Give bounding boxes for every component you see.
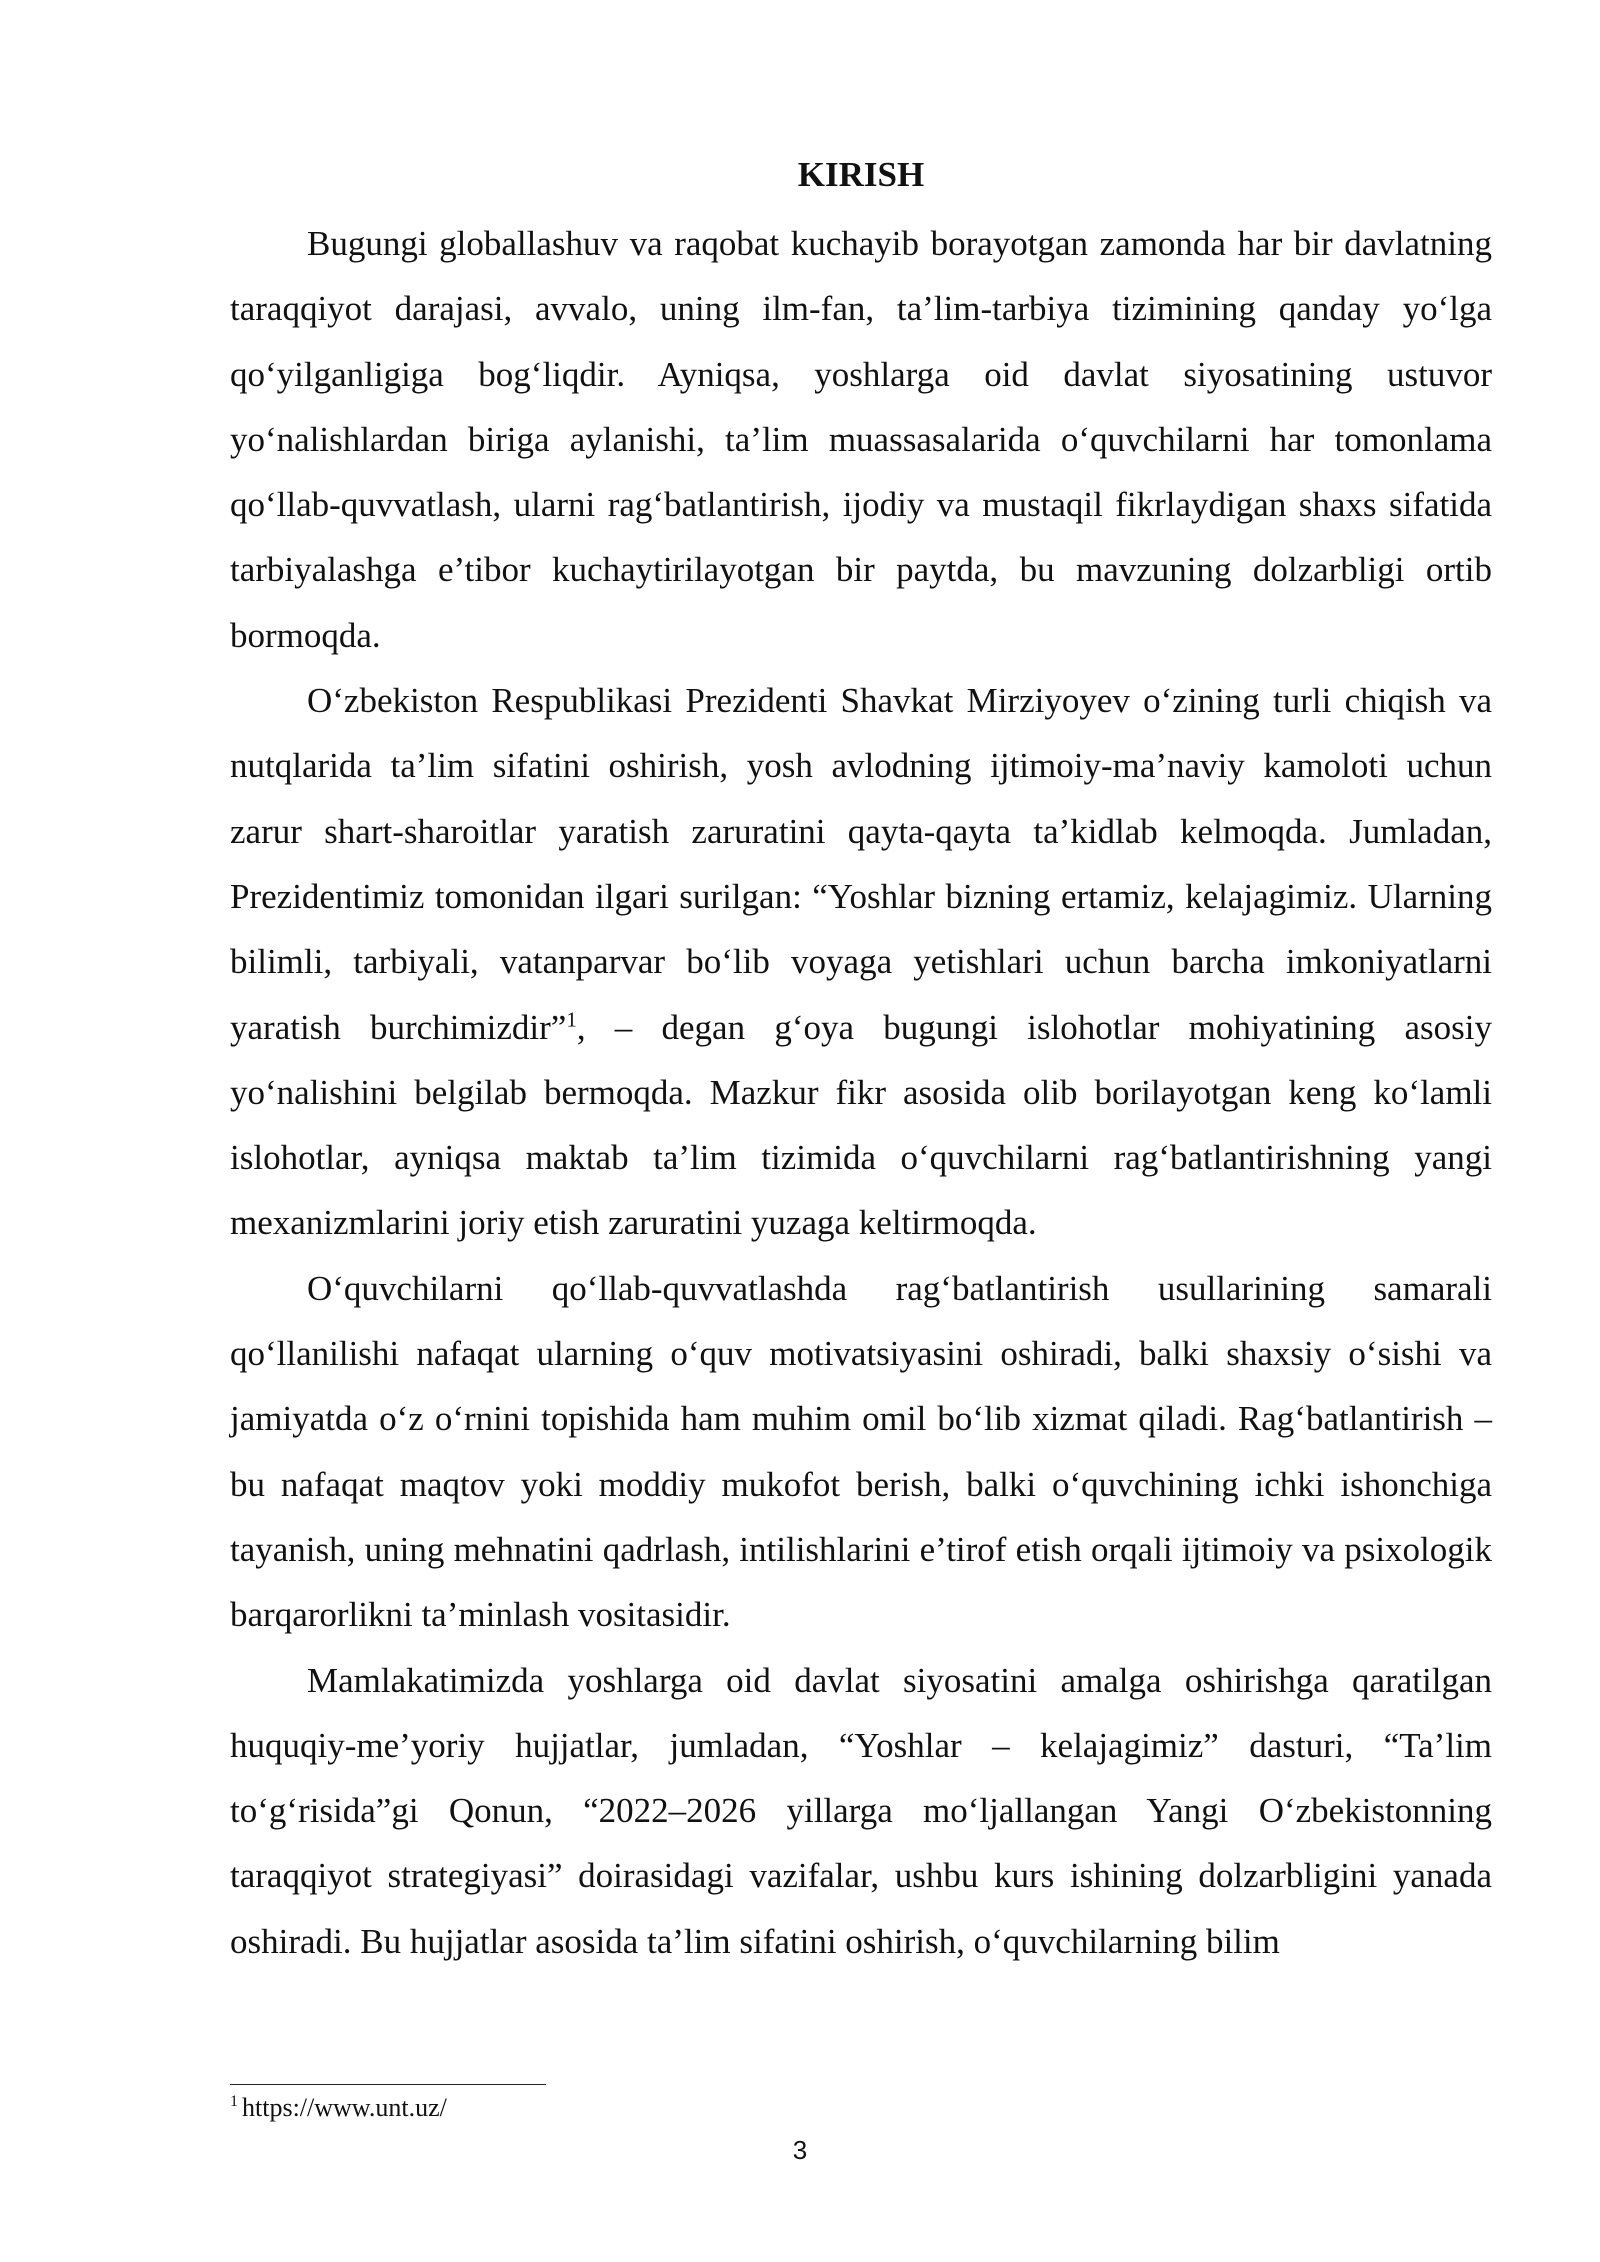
paragraph-2 [230,668,1492,1256]
paragraph-2-text-after: , – degan g‘oya bugungi islohotlar mohiyatining asosiy yo‘nalishini belgilab bermoqda. Mazkur fikr asosida olib borilayotgan keng ko‘lamli islohotlar, ayniqsa maktab ta’lim tizimida o‘quvchilarni rag‘batlantirishning yangi mexanizmlarini joriy etish zaruratini yuzaga keltirmoqda. [230,1007,1492,1243]
document-body [230,145,1492,1974]
page-number: 3 [792,2135,808,2165]
footnote-separator [230,2084,546,2085]
paragraph-2-text-before: O‘zbekiston Respublikasi Prezidenti Shavkat Mirziyoyev o‘zining turli chiqish va nutqlarida ta’lim sifatini oshirish, yosh avlodning ijtimoiy-ma’naviy kamoloti uchun zarur shart-sharoitlar yaratish zaruratini qayta-qayta ta’kidlab kelmoqda. Jumladan, Prezidentimiz tomonidan ilgari surilgan: “Yoshlar bizning ertamiz, kelajagimiz. Ularning bilimli, tarbiyali, vatanparvar bo‘lib voyaga yetishlari uchun barcha imkoniyatlarni yaratish burchimizdir” [230,681,1492,1047]
paragraph-3: O‘quvchilarni qo‘llab-quvvatlashda rag‘batlantirish usullarining samarali qo‘llanilishi nafaqat ularning o‘quv motivatsiyasini oshiradi, balki shaxsiy o‘sishi va jamiyatda o‘z o‘rnini topishida ham muhim omil bo‘lib xizmat qiladi. Rag‘batlantirish – bu nafaqat maqtov yoki moddiy mukofot berish, balki o‘quvchining ichki ishonchiga tayanish, uning mehnatini qadrlash, intilishlarini e’tirof etish orqali ijtimoiy va psixologik barqarorlikni ta’minlash vositasidir. [230,1268,1492,1635]
paragraph-4: Mamlakatimizda yoshlarga oid davlat siyosatini amalga oshirishga qaratilgan huquqiy-me’yoriy hujjatlar, jumladan, “Yoshlar – kelajagimiz” dasturi, “Ta’lim to‘g‘risida”gi Qonun, “2022–2026 yillarga mo‘ljallangan Yangi O‘zbekistonning taraqqiyot strategiyasi” doirasidagi vazifalar, ushbu kurs ishining dolzarbligini yanada oshiradi. Bu hujjatlar asosida ta’lim sifatini oshirish, o‘quvchilarning bilim [230,1660,1492,1961]
footnote [230,2091,447,2125]
footnote-number: 1 [230,2093,238,2111]
paragraph-1: Bugungi globallashuv va raqobat kuchayib borayotgan zamonda har bir davlatning taraqqiyot darajasi, avvalo, uning ilm-fan, ta’lim-tarbiya tizimining qanday yo‘lga qo‘yilganligiga bog‘liqdir. Ayniqsa, yoshlarga oid davlat siyosatining ustuvor yo‘nalishlardan biriga aylanishi, ta’lim muassasalarida o‘quvchilarni har tomonlama qo‘llab-quvvatlash, ularni rag‘batlantirish, ijodiy va mustaqil fikrlaydigan shaxs sifatida tarbiyalashga e’tibor kuchaytirilayotgan bir paytda, bu mavzuning dolzarbligi ortib bormoqda. [230,224,1492,655]
footnote-link[interactable]: https://www.unt.uz/ [242,2093,447,2122]
footnote-reference[interactable]: 1 [566,1006,577,1031]
section-title: KIRISH [797,155,925,194]
